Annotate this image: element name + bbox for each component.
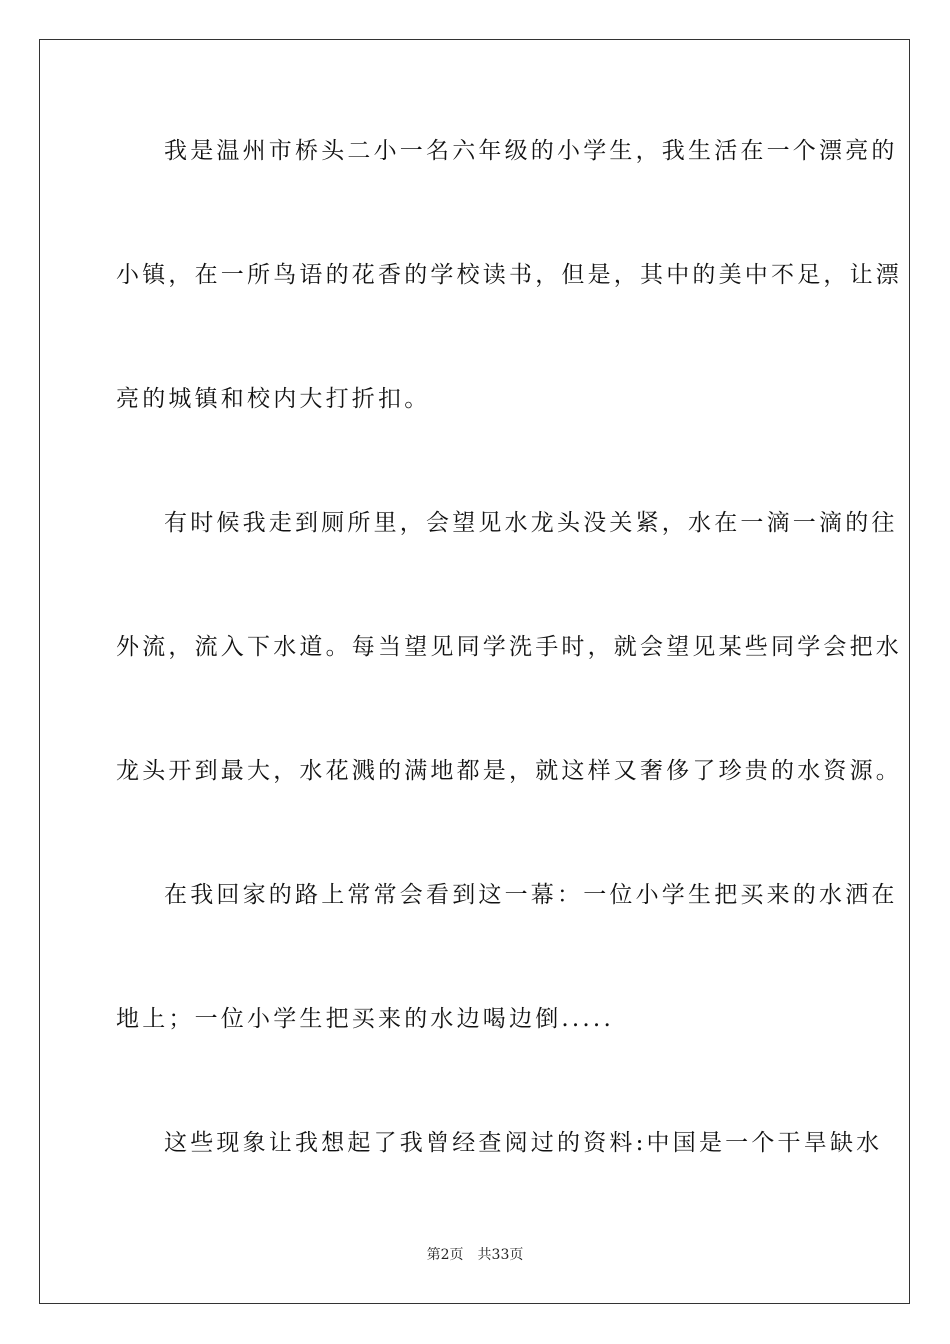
page-footer [0,1245,950,1265]
page-number: 第2页 [426,1247,464,1263]
paragraph-2-line-2: 外流，流入下水道。每当望见同学洗手时，就会望见某些同学会把水 [116,634,902,660]
paragraph-1-line-3: 亮的城镇和校内大打折扣。 [116,386,431,412]
page-total: 共33页 [477,1247,524,1263]
paragraph-1-line-1: 我是温州市桥头二小一名六年级的小学生，我生活在一个漂亮的 [164,138,898,164]
page-border [39,39,910,1304]
paragraph-3-line-1: 在我回家的路上常常会看到这一幕：一位小学生把买来的水洒在 [164,882,898,908]
paragraph-3-line-2: 地上；一位小学生把买来的水边喝边倒..... [116,1006,614,1032]
paragraph-2-line-3: 龙头开到最大，水花溅的满地都是，就这样又奢侈了珍贵的水资源。 [116,758,902,784]
paragraph-4-line-1: 这些现象让我想起了我曾经查阅过的资料:中国是一个干旱缺水 [164,1130,883,1156]
paragraph-1-line-2: 小镇，在一所鸟语的花香的学校读书，但是，其中的美中不足，让漂 [116,262,902,288]
paragraph-2-line-1: 有时候我走到厕所里，会望见水龙头没关紧，水在一滴一滴的往 [164,510,898,536]
